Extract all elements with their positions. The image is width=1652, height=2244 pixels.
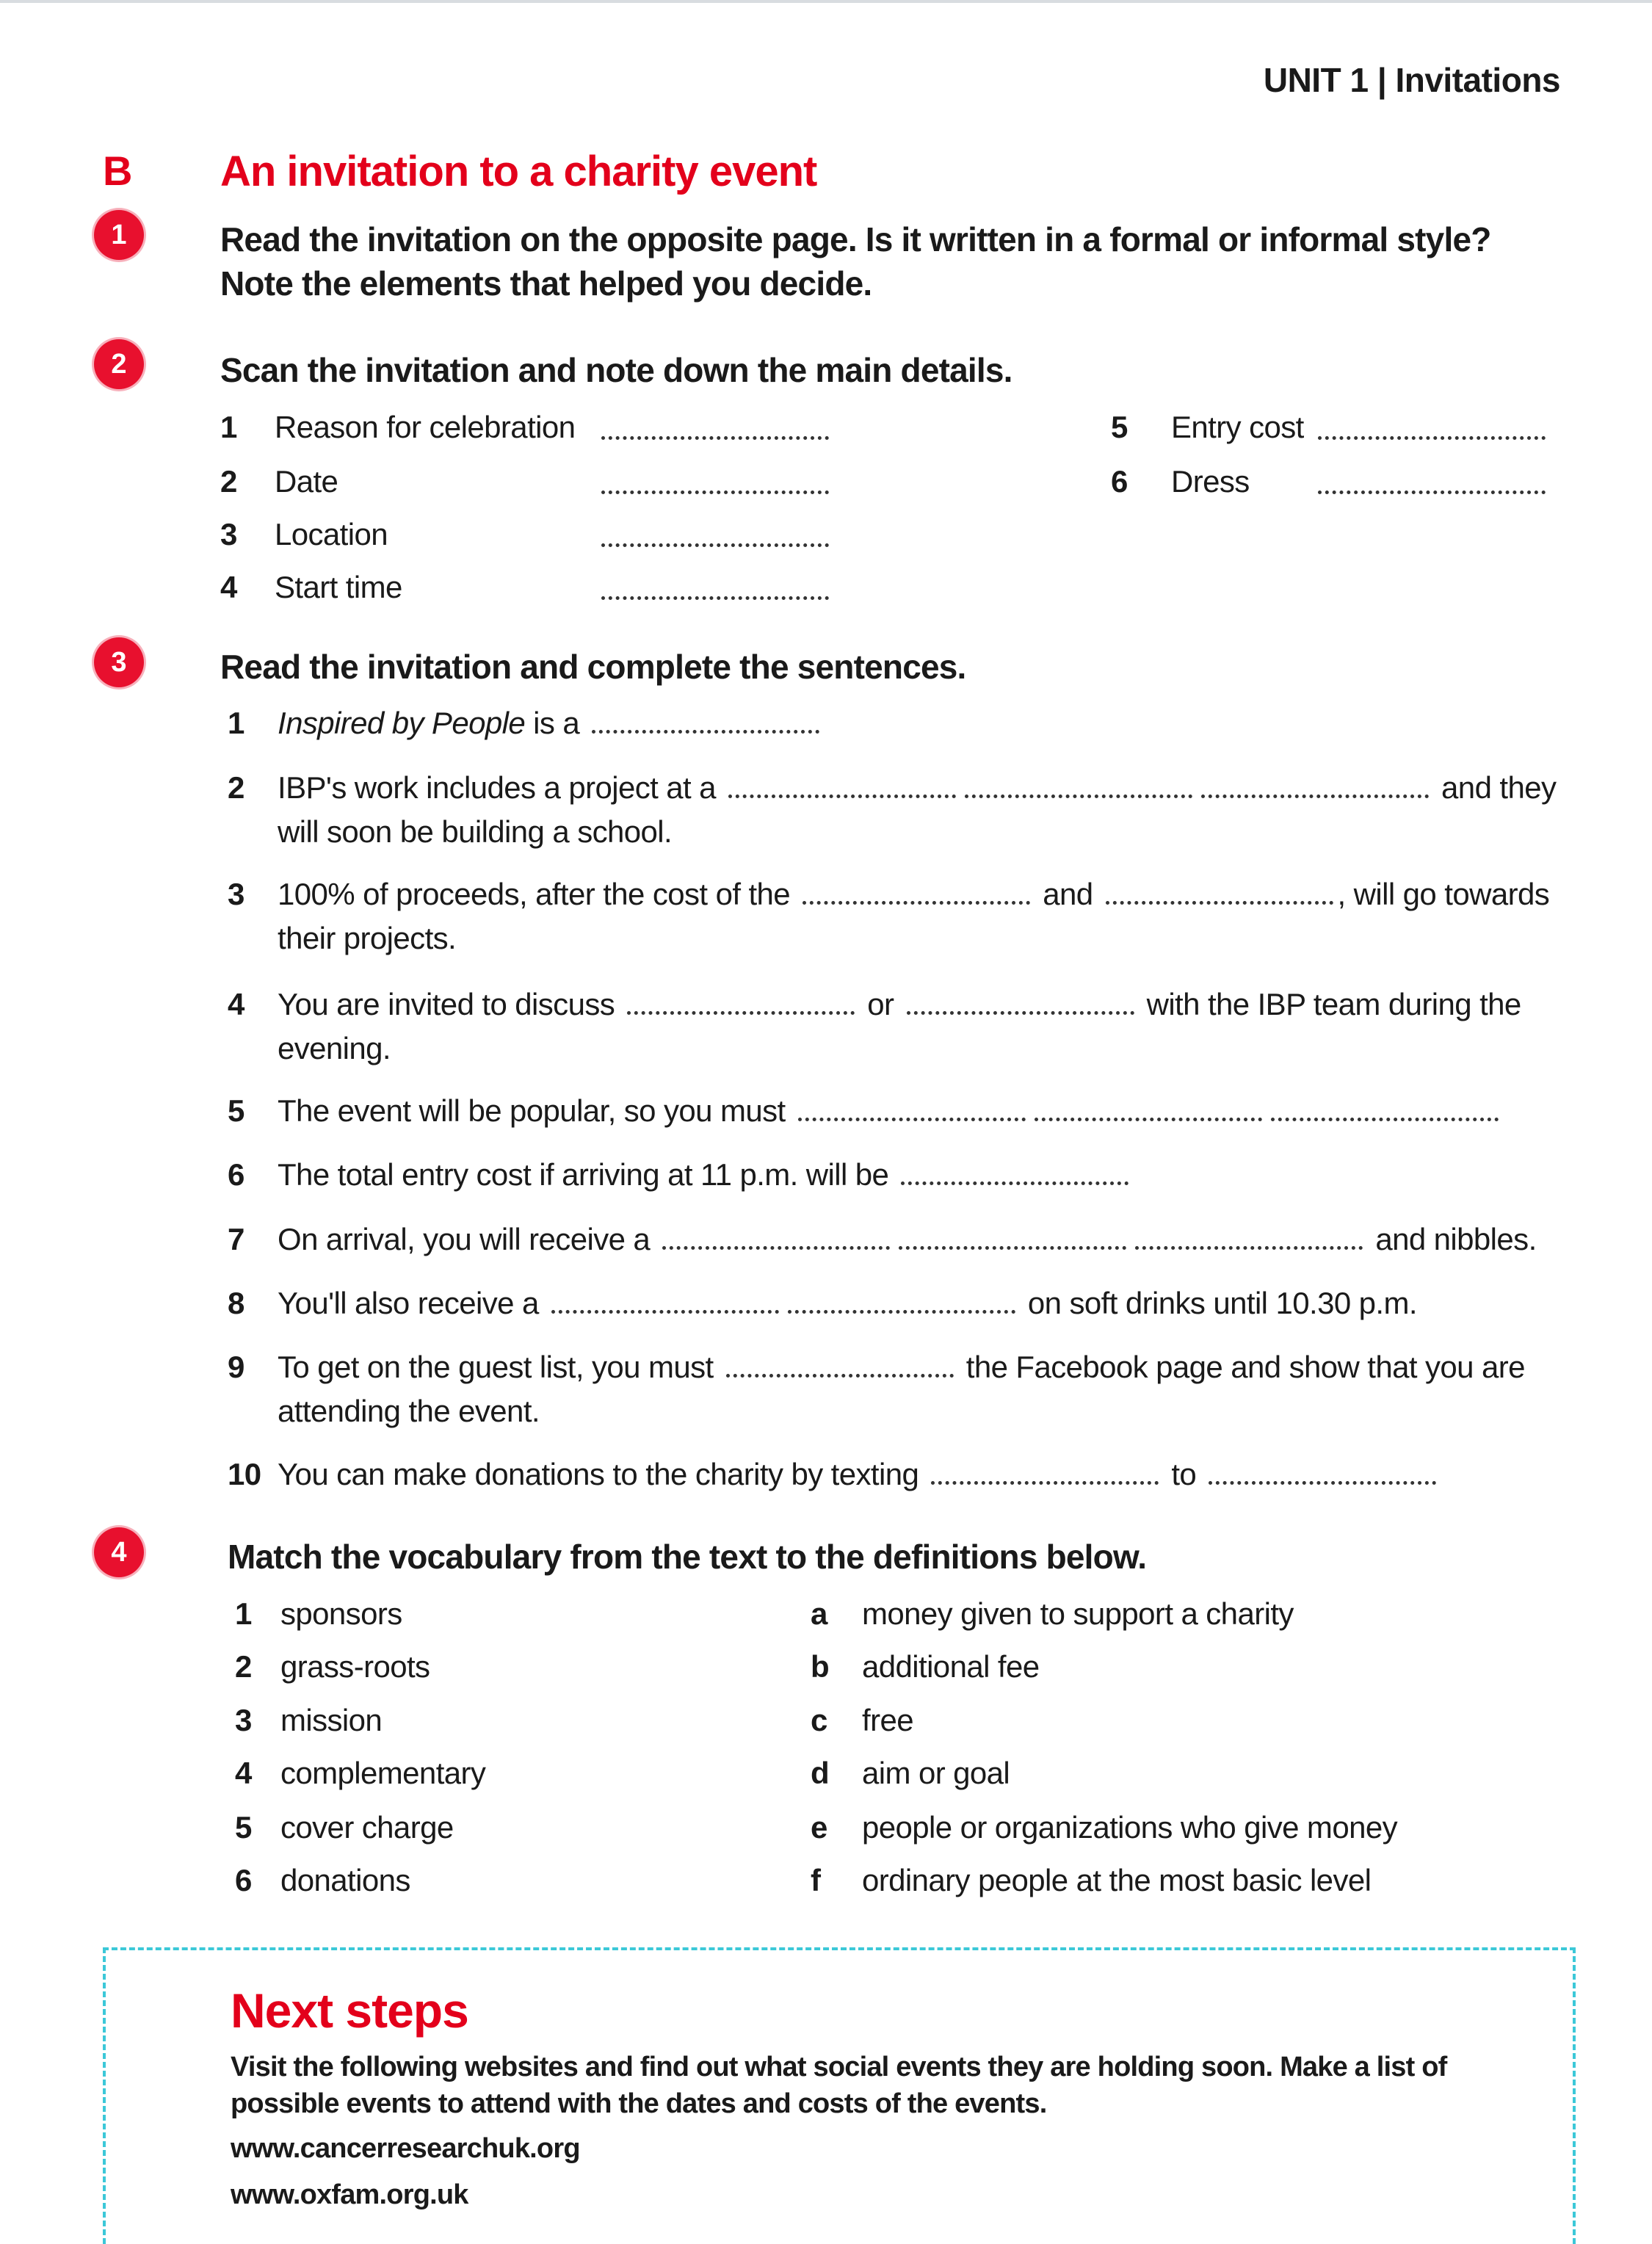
detail-number: 2 <box>220 464 237 499</box>
sentence-item <box>228 1452 1571 1496</box>
definition-text: money given to support a charity <box>862 1596 1294 1631</box>
sentence-fragment: You'll also receive a <box>278 1286 547 1320</box>
vocabulary-term: grass-roots <box>280 1649 430 1684</box>
sentence-text <box>278 982 1571 1071</box>
detail-label: Date <box>275 464 338 499</box>
vocabulary-term: donations <box>280 1863 410 1897</box>
sentence-fragment: On arrival, you will receive a <box>278 1222 659 1256</box>
answer-blank[interactable] <box>726 1352 954 1378</box>
answer-blank[interactable] <box>907 989 1134 1015</box>
sentence-item <box>228 766 1571 854</box>
definition-text: aim or goal <box>862 1756 1010 1790</box>
sentence-fragment: You can make donations to the charity by texting <box>278 1457 927 1491</box>
answer-blank[interactable] <box>1106 879 1333 905</box>
sentence-fragment: , will go towards their projects. <box>278 877 1550 955</box>
definition-letter: a <box>811 1596 827 1631</box>
definition-letter: f <box>811 1863 821 1897</box>
detail-number: 1 <box>220 410 237 444</box>
sentence-fragment: You are invited to discuss <box>278 987 623 1021</box>
unit-header: UNIT 1 | Invitations <box>1263 61 1560 99</box>
sentence-italic-text: Inspired by People <box>278 706 526 740</box>
definition-letter: d <box>811 1756 830 1790</box>
sentence-number: 7 <box>228 1222 244 1256</box>
detail-number: 6 <box>1111 464 1128 499</box>
answer-blank[interactable] <box>1271 1096 1499 1121</box>
sentence-item <box>228 1153 1571 1197</box>
exercise-3-number-badge: 3 <box>94 637 144 687</box>
next-steps-body: Visit the following websites and find out what social events they are holding soon. Make a list of possible events to attend with the dates and costs of the events. <box>231 2052 1447 2119</box>
definition-text: people or organizations who give money <box>862 1810 1397 1845</box>
sentence-text <box>278 1452 1571 1496</box>
answer-blank[interactable] <box>551 1288 779 1314</box>
exercise-3-instruction: Read the invitation and complete the sentences. <box>220 648 966 686</box>
sentence-fragment: to <box>1163 1457 1205 1491</box>
definition-letter: e <box>811 1810 827 1845</box>
sentence-text <box>278 1217 1571 1262</box>
sentence-item <box>228 701 1571 745</box>
sentence-fragment: IBP's work includes a project at a <box>278 770 724 805</box>
sentence-item <box>228 1217 1571 1262</box>
sentence-fragment: or <box>859 987 902 1021</box>
sentence-item <box>228 1089 1571 1133</box>
sentence-item <box>228 872 1571 960</box>
answer-blank[interactable] <box>1318 468 1546 494</box>
exercise-1-instruction: Read the invitation on the opposite page. Is it written in a formal or informal style? Note the elements that helped you decide. <box>220 220 1491 303</box>
sentence-text <box>278 1281 1571 1325</box>
detail-label: Dress <box>1171 464 1250 499</box>
definition-text: free <box>862 1703 913 1737</box>
page-top-edge <box>0 0 1652 3</box>
term-number: 1 <box>235 1596 252 1631</box>
exercise-2-instruction: Scan the invitation and note down the main details. <box>220 351 1012 389</box>
term-number: 6 <box>235 1863 252 1897</box>
sentence-number: 6 <box>228 1157 244 1192</box>
next-steps-title: Next steps <box>231 1983 468 2038</box>
term-number: 5 <box>235 1810 252 1845</box>
sentence-text <box>278 1089 1571 1133</box>
section-letter: B <box>103 148 133 194</box>
definition-text: additional fee <box>862 1649 1040 1684</box>
answer-blank[interactable] <box>788 1288 1015 1314</box>
definition-letter: c <box>811 1703 827 1737</box>
sentence-text <box>278 701 1571 745</box>
detail-label: Start time <box>275 570 402 604</box>
url-link[interactable]: www.oxfam.org.uk <box>231 2179 468 2210</box>
answer-blank[interactable] <box>931 1459 1159 1485</box>
answer-blank[interactable] <box>965 772 1192 798</box>
answer-blank[interactable] <box>901 1159 1128 1185</box>
answer-blank[interactable] <box>601 521 829 547</box>
answer-blank[interactable] <box>1209 1459 1436 1485</box>
detail-label: Reason for celebration <box>275 410 576 444</box>
section-title: An invitation to a charity event <box>220 148 817 195</box>
answer-blank[interactable] <box>1318 414 1546 440</box>
answer-blank[interactable] <box>798 1096 1026 1121</box>
sentence-item <box>228 982 1571 1071</box>
answer-blank[interactable] <box>728 772 956 798</box>
sentence-fragment: 100% of proceeds, after the cost of the <box>278 877 799 911</box>
sentence-number: 10 <box>228 1457 261 1491</box>
detail-number: 4 <box>220 570 237 604</box>
definition-text: ordinary people at the most basic level <box>862 1863 1372 1897</box>
exercise-4-number-badge: 4 <box>94 1527 144 1577</box>
sentence-fragment: is a <box>525 706 588 740</box>
sentence-fragment: and nibbles. <box>1367 1222 1537 1256</box>
sentence-item <box>228 1281 1571 1325</box>
definition-letter: b <box>811 1649 830 1684</box>
vocabulary-term: complementary <box>280 1756 486 1790</box>
sentence-fragment: and they will soon be building a school. <box>278 770 1557 849</box>
answer-blank[interactable] <box>601 574 829 600</box>
term-number: 3 <box>235 1703 252 1737</box>
sentence-number: 3 <box>228 877 244 911</box>
sentence-text <box>278 1153 1571 1197</box>
sentence-number: 8 <box>228 1286 244 1320</box>
answer-blank[interactable] <box>803 879 1030 905</box>
sentence-fragment: with the IBP team during the evening. <box>278 987 1521 1065</box>
sentence-fragment: The total entry cost if arriving at 11 p.m. will be <box>278 1157 897 1192</box>
sentence-number: 9 <box>228 1350 244 1384</box>
sentence-number: 1 <box>228 706 244 740</box>
vocabulary-term: sponsors <box>280 1596 402 1631</box>
sentence-fragment: the Facebook page and show that you are attending the event. <box>278 1350 1525 1428</box>
sentence-text <box>278 766 1571 854</box>
vocabulary-term: cover charge <box>280 1810 454 1845</box>
exercise-4-instruction: Match the vocabulary from the text to the definitions below. <box>228 1538 1147 1576</box>
sentence-fragment: on soft drinks until 10.30 p.m. <box>1019 1286 1417 1320</box>
answer-blank[interactable] <box>627 989 855 1015</box>
answer-blank[interactable] <box>899 1224 1126 1250</box>
answer-blank[interactable] <box>1201 772 1429 798</box>
sentence-text <box>278 872 1571 960</box>
sentence-number: 4 <box>228 987 244 1021</box>
term-number: 2 <box>235 1649 252 1684</box>
sentence-number: 5 <box>228 1093 244 1128</box>
answer-blank[interactable] <box>592 708 819 734</box>
answer-blank[interactable] <box>601 414 829 440</box>
detail-number: 5 <box>1111 410 1128 444</box>
answer-blank[interactable] <box>1035 1096 1262 1121</box>
answer-blank[interactable] <box>662 1224 890 1250</box>
vocabulary-term: mission <box>280 1703 383 1737</box>
url-link[interactable]: www.cancerresearchuk.org <box>231 2133 580 2164</box>
sentence-fragment: and <box>1035 877 1101 911</box>
exercise-2-number-badge: 2 <box>94 339 144 389</box>
sentence-text <box>278 1345 1571 1433</box>
sentence-fragment: The event will be popular, so you must <box>278 1093 794 1128</box>
term-number: 4 <box>235 1756 252 1790</box>
sentence-number: 2 <box>228 770 244 805</box>
detail-label: Entry cost <box>1171 410 1304 444</box>
detail-label: Location <box>275 517 388 551</box>
sentence-item <box>228 1345 1571 1433</box>
detail-number: 3 <box>220 517 237 551</box>
sentence-fragment: To get on the guest list, you must <box>278 1350 722 1384</box>
answer-blank[interactable] <box>1135 1224 1363 1250</box>
exercise-1-number-badge: 1 <box>94 210 144 260</box>
answer-blank[interactable] <box>601 468 829 494</box>
